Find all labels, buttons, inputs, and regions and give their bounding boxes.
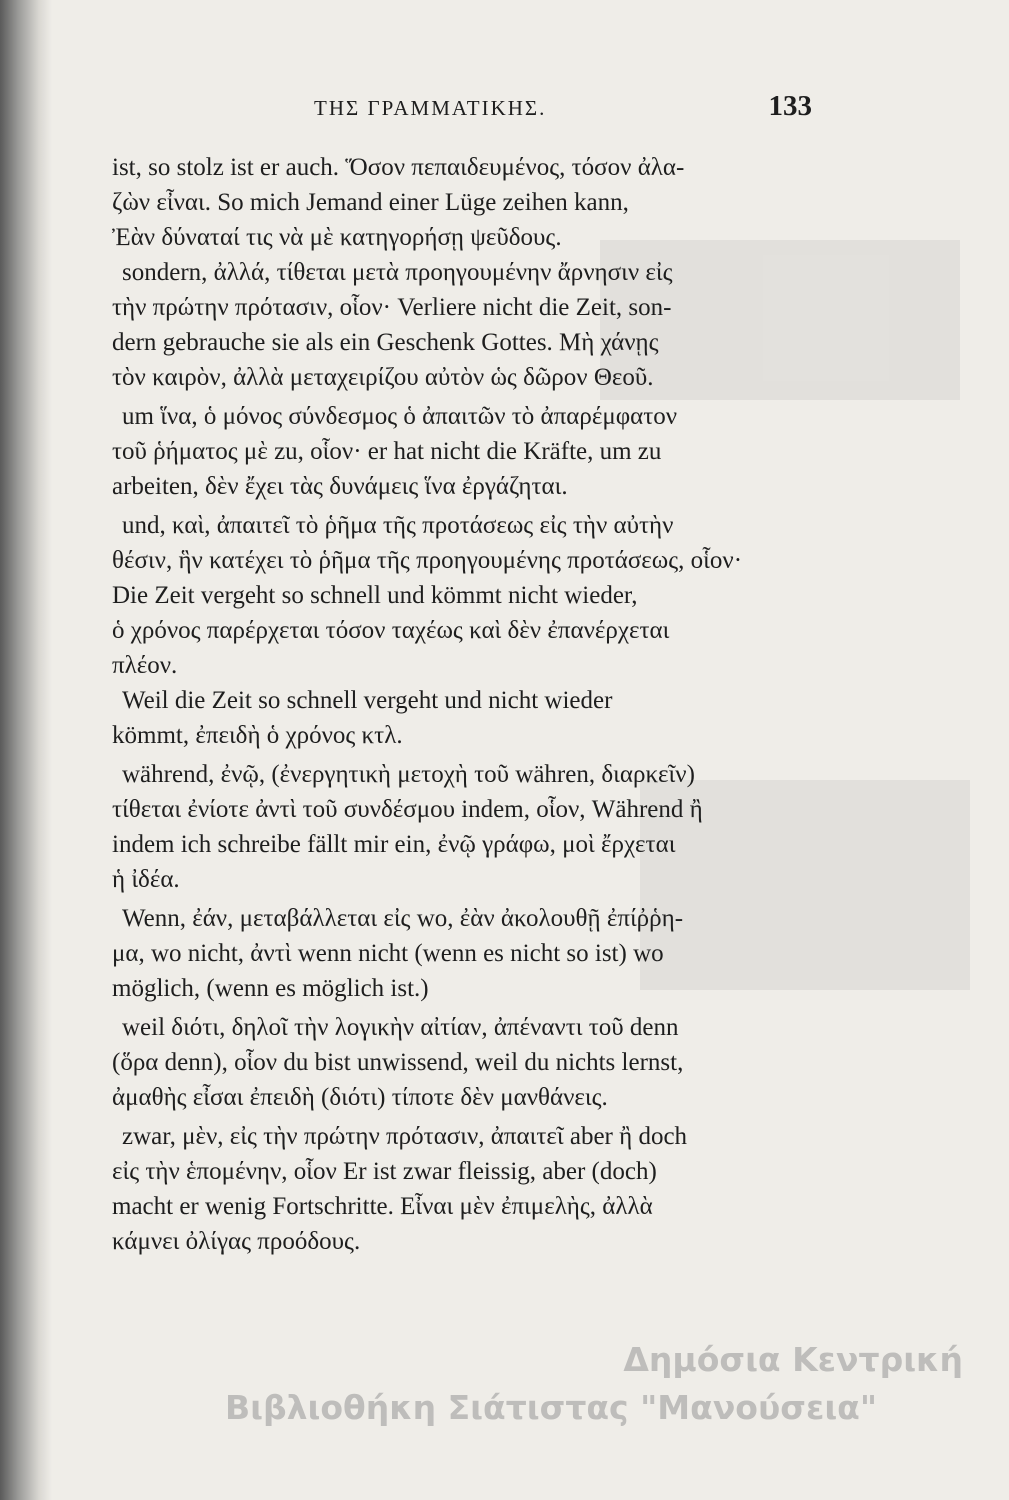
text-line: θέσιν, ἣν κατέχει τὸ ῥῆμα τῆς προηγουμένης προτάσεως, οἷον· [112,547,743,574]
text-line: τοῦ ῥήματος μὲ zu, οἷον· er hat nicht die Kräfte, um zu [112,438,662,465]
page-number: 133 [768,90,812,122]
page-binding-shadow [0,0,52,1500]
text-line: möglich, (wenn es möglich ist.) [112,975,429,1002]
text-line: während, ἐνῷ, (ἐνεργητικὴ μετοχὴ τοῦ währen, διαρκεῖν) [122,761,695,788]
text-line: ἀμαθὴς εἶσαι ἐπειδὴ (διότι) τίποτε δὲν μανθάνεις. [112,1084,608,1111]
text-line: Wenn, ἐάν, μεταβάλλεται εἰς wo, ἐὰν ἀκολουθῇ ἐπίῤῥη- [122,905,684,932]
text-line: εἰς τὴν ἑπομένην, οἷον Er ist zwar fleissig, aber (doch) [112,1158,657,1185]
text-line: sondern, ἀλλά, τίθεται μετὰ προηγουμένην ἄρνησιν εἰς [122,259,673,286]
text-line: κάμνει ὀλίγας προόδους. [112,1228,361,1255]
text-line: macht er wenig Fortschritte. Εἶναι μὲν ἐπιμελὴς, ἀλλὰ [112,1193,653,1220]
text-line: Die Zeit vergeht so schnell und kömmt nicht wieder, [112,582,638,609]
text-line: μα, wo nicht, ἀντὶ wenn nicht (wenn es nicht so ist) wo [112,940,664,967]
text-line: ὁ χρόνος παρέρχεται τόσον ταχέως καὶ δὲν ἐπανέρχεται [112,617,670,644]
text-line: um ἵνα, ὁ μόνος σύνδεσμος ὁ ἀπαιτῶν τὸ ἀπαρέμφατον [122,403,678,430]
text-line: kömmt, ἐπειδὴ ὁ χρόνος κτλ. [112,722,403,749]
text-line: weil διότι, δηλοῖ τὴν λογικὴν αἰτίαν, ἀπέναντι τοῦ denn [122,1014,679,1041]
page-header [300,88,812,128]
text-line: indem ich schreibe fällt mir ein, ἐνῷ γράφω, μοὶ ἔρχεται [112,831,676,858]
text-line: Ἐὰν δύναταί τις νὰ μὲ κατηγορήσῃ ψεῦδους. [112,224,562,251]
text-line: πλέον. [112,652,178,679]
text-line: ist, so stolz ist er auch. Ὅσον πεπαιδευμένος, τόσον ἀλα- [112,154,685,181]
text-line: τὸν καιρὸν, ἀλλὰ μεταχειρίζου αὐτὸν ὡς δῶρον Θεοῦ. [112,364,654,391]
watermark-line-1: Δημόσια Κεντρική [623,1340,963,1379]
text-line: zwar, μὲν, εἰς τὴν πρώτην πρότασιν, ἀπαιτεῖ aber ἢ doch [122,1123,688,1150]
text-line: ζὼν εἶναι. So mich Jemand einer Lüge zeihen kann, [112,189,629,216]
body-text [112,150,812,1259]
text-line: (ὅρα denn), οἷον du bist unwissend, weil du nichts lernst, [112,1049,684,1076]
text-line: Weil die Zeit so schnell vergeht und nicht wieder [122,687,613,714]
text-line: dern gebrauche sie als ein Geschenk Gottes. Μὴ χάνῃς [112,329,659,356]
text-line: und, καὶ, ἀπαιτεῖ τὸ ῥῆμα τῆς προτάσεως εἰς τὴν αὐτὴν [122,512,674,539]
watermark-line-2: Βιβλιοθήκη Σιάτιστας "Μανούσεια" [225,1388,878,1427]
running-title: ΤΗΣ ΓΡΑΜΜΑΤΙΚΗΣ. [314,96,547,120]
text-line: τὴν πρώτην πρότασιν, οἷον· Verliere nicht die Zeit, son- [112,294,672,321]
text-line: ἡ ἰδέα. [112,866,180,893]
text-line: arbeiten, δὲν ἔχει τὰς δυνάμεις ἵνα ἐργάζηται. [112,473,568,500]
library-watermark [225,1340,985,1460]
text-line: τίθεται ἐνίοτε ἀντὶ τοῦ συνδέσμου indem, οἷον, Während ἢ [112,796,703,823]
